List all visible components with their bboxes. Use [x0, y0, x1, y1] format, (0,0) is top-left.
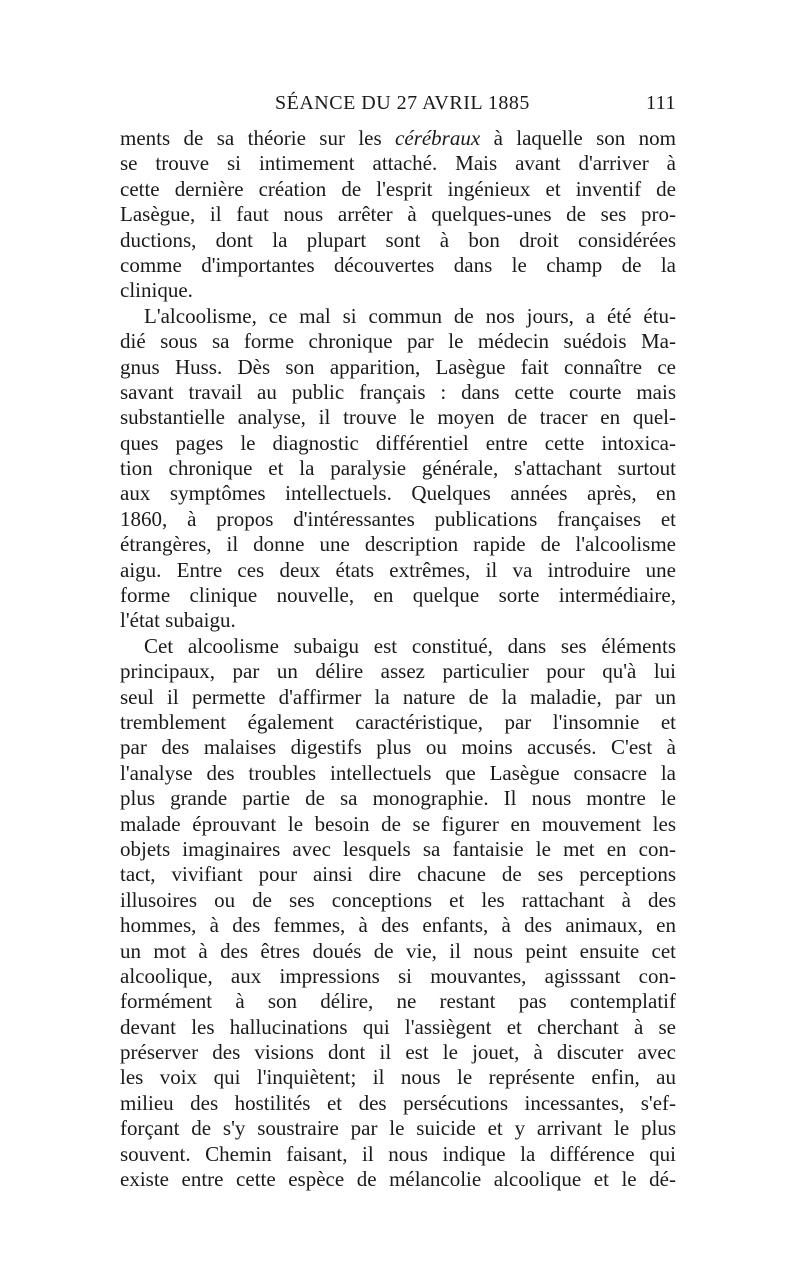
text-line-34: alcoolique, aux impressions si mouvantes, agisssant con- [120, 963, 676, 988]
text-line-7: clinique. [120, 278, 193, 303]
text-line-29: objets imaginaires avec lesquels sa fantaisie le met en con- [120, 836, 676, 861]
text-line-11: savant travail au public français : dans cette courte mais [120, 379, 676, 404]
text-line-15: aux symptômes intellectuels. Quelques années après, en [120, 481, 676, 506]
body-text [120, 126, 676, 1192]
text-line-21: Cet alcoolisme subaigu est constitué, dans ses éléments [144, 633, 676, 658]
text-line-8: L'alcoolisme, ce mal si commun de nos jours, a été étu- [144, 303, 676, 328]
text-line-32: hommes, à des femmes, à des enfants, à des animaux, en [120, 913, 676, 938]
text-line-22: principaux, par un délire assez particulier pour qu'à lui [120, 659, 676, 684]
text-line-25: par des malaises digestifs plus ou moins accusés. C'est à [120, 735, 676, 760]
text-line-42: existe entre cette espèce de mélancolie alcoolique et le dé- [120, 1167, 676, 1192]
running-title: SÉANCE DU 27 AVRIL 1885 [275, 92, 530, 114]
running-head [120, 92, 676, 118]
text-line-41: souvent. Chemin faisant, il nous indique la différence qui [120, 1141, 676, 1166]
text-line-40: forçant de s'y soustraire par le suicide et y arrivant le plus [120, 1116, 676, 1141]
text-line-16: 1860, à propos d'intéressantes publications françaises et [120, 506, 676, 531]
text-line-9: dié sous sa forme chronique par le médecin suédois Ma- [120, 329, 676, 354]
text-line-23: seul il permette d'affirmer la nature de la maladie, par un [120, 684, 676, 709]
text-line-31: illusoires ou de ses conceptions et les rattachant à des [120, 887, 676, 912]
text-line-20: l'état subaigu. [120, 608, 236, 633]
text-line-3: cette dernière création de l'esprit ingénieux et inventif de [120, 176, 676, 201]
text-line-30: tact, vivifiant pour ainsi dire chacune de ses perceptions [120, 862, 676, 887]
text-line-5: ductions, dont la plupart sont à bon droit considérées [120, 227, 676, 252]
text-line-33: un mot à des êtres doués de vie, il nous peint ensuite cet [120, 938, 676, 963]
text-line-13: ques pages le diagnostic différentiel entre cette intoxica- [120, 430, 676, 455]
text-line-6: comme d'importantes découvertes dans le champ de la [120, 252, 676, 277]
text-line-14: tion chronique et la paralysie générale, s'attachant surtout [120, 456, 676, 481]
text-line-4: Lasègue, il faut nous arrêter à quelques-unes de ses pro- [120, 202, 676, 227]
text-line-26: l'analyse des troubles intellectuels que Lasègue consacre la [120, 760, 676, 785]
text-line-2: se trouve si intimement attaché. Mais avant d'arriver à [120, 151, 676, 176]
text-line-19: forme clinique nouvelle, en quelque sorte intermédiaire, [120, 583, 676, 608]
text-line-24: tremblement également caractéristique, par l'insomnie et [120, 709, 676, 734]
text-line-38: les voix qui l'inquiètent; il nous le représente enfin, au [120, 1065, 676, 1090]
text-line-1-end: à laquelle son nom [480, 126, 676, 150]
text-line-35: formément à son délire, ne restant pas contemplatif [120, 989, 676, 1014]
text-line-37: préserver des visions dont il est le jouet, à discuter avec [120, 1040, 676, 1065]
text-line-1 [120, 126, 676, 151]
text-line-12: substantielle analyse, il trouve le moyen de tracer en quel- [120, 405, 676, 430]
text-line-18: aigu. Entre ces deux états extrêmes, il va introduire une [120, 557, 676, 582]
text-line-27: plus grande partie de sa monographie. Il nous montre le [120, 786, 676, 811]
page-number: 111 [645, 92, 676, 114]
italic-term-cerebraux: cérébraux [395, 126, 481, 150]
text-line-1-start: ments de sa théorie sur les [120, 126, 396, 150]
text-line-17: étrangères, il donne une description rapide de l'alcoolisme [120, 532, 676, 557]
text-line-39: milieu des hostilités et des persécutions incessantes, s'ef- [120, 1090, 676, 1115]
text-line-36: devant les hallucinations qui l'assiègent et cherchant à se [120, 1014, 676, 1039]
text-line-10: gnus Huss. Dès son apparition, Lasègue fait connaître ce [120, 354, 676, 379]
text-line-28: malade éprouvant le besoin de se figurer en mouvement les [120, 811, 676, 836]
